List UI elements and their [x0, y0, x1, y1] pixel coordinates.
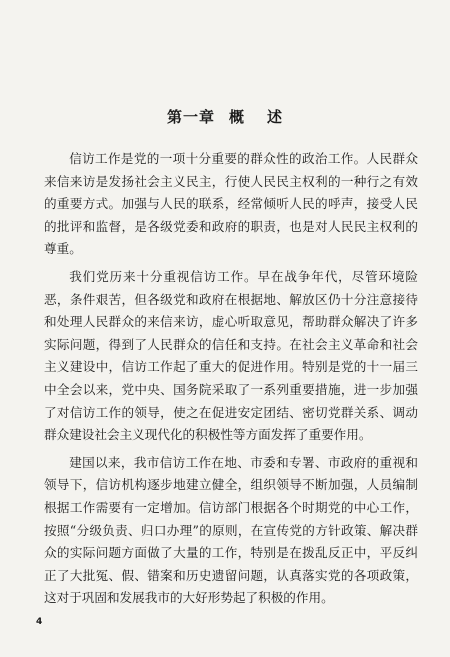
chapter-number: 第一章: [166, 108, 215, 126]
chapter-title-part-1: 概: [228, 108, 245, 126]
paragraph-1: 信访工作是党的一项十分重要的群众性的政治工作。人民群众来信来访是发扬社会主义民主，行使人民民主权利的一种行之有效的重要方式。加强与人民的联系，经常倾听人民的呼声，接受人民的批评和监督，是各级党委和政府的职责，也是对人民民主权利的尊重。: [44, 151, 418, 257]
paragraph-3: 建国以来，我市信访工作在地、市委和专署、市政府的重视和领导下，信访机构逐步地建立健全，组织领导不断加强，人员编制根据工作需要有一定增加。信访部门根据各个时期党的中心工作，按照“分级负责、归口办理”的原则，在宣传党的方针政策、解决群众的实际问题方面做了大量的工作，特别是在拨乱反正中，平反纠正了大批冤、假、错案和历史遗留问题，认真落实党的各项政策，这对于巩固和发展我市的大好形势起了积极的作用。: [44, 454, 418, 606]
paragraph-2: 我们党历来十分重视信访工作。早在战争年代，尽管环境险恶，条件艰苦，但各级党和政府在根据地、解放区仍十分注意接待和处理人民群众的来信来访，虚心听取意见，帮助群众解决了许多实际问题，得到了人民群众的信任和支持。在社会主义革命和社会主义建设中，信访工作起了重大的促进作用。特别是党的十一届三中全会以来，党中央、国务院采取了一系列重要措施，进一步加强了对信访工作的领导，使之在促进安定团结、密切党群关系、调动群众建设社会主义现代化的积极性等方面发挥了重要作用。: [44, 268, 418, 443]
page-number: 4: [36, 617, 43, 627]
body-text: [44, 148, 418, 615]
chapter-title: [0, 106, 450, 127]
chapter-title-part-2: 述: [267, 108, 284, 126]
